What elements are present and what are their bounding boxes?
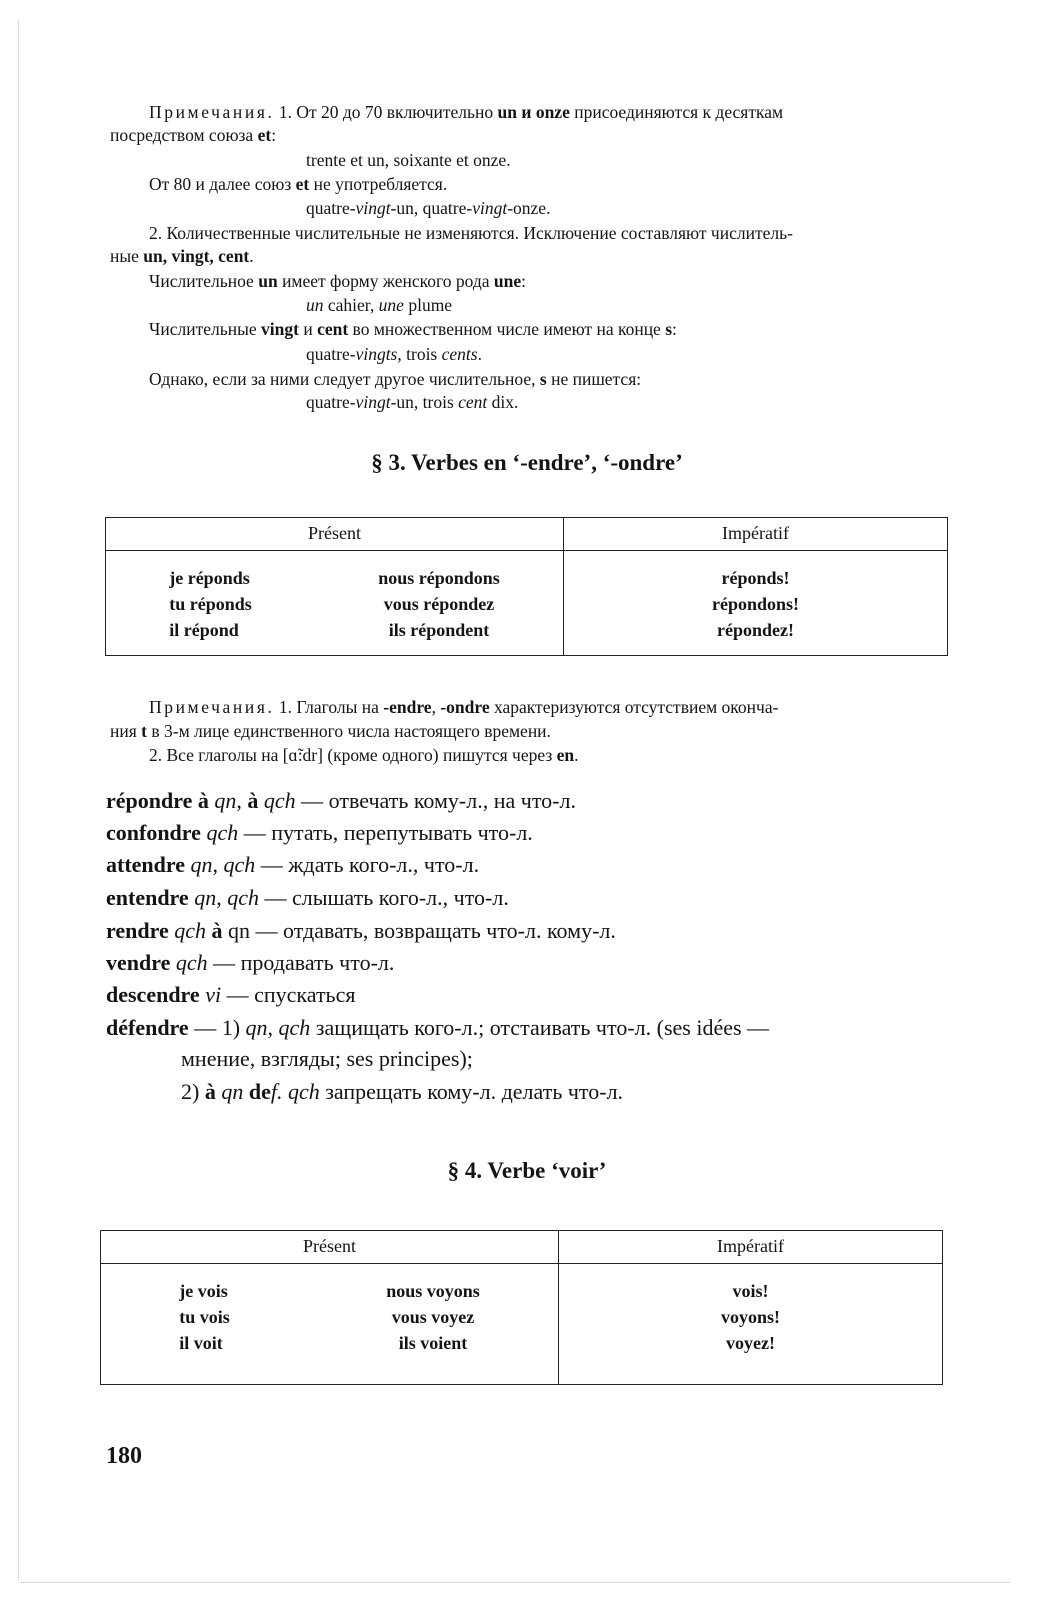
note-line: 2. Все глаголы на [ɑ̃:dr] (кроме одного) пишутся через en.: [149, 745, 579, 765]
imperatif-header: Impératif: [559, 1231, 943, 1264]
example-line: trente et un, soixante et onze.: [306, 150, 511, 170]
form-1sg: je vois: [179, 1281, 228, 1301]
note-line: Примечания. 1. От 20 до 70 включительно un и onze присоединяются к десяткам: [149, 102, 784, 122]
present-header: Présent: [106, 518, 564, 551]
form-1sg: je réponds: [169, 568, 250, 588]
present-header: Présent: [101, 1231, 559, 1264]
form-2sg: tu vois: [179, 1307, 230, 1327]
form-2pl: vous répondez: [383, 594, 495, 614]
plural-forms: [378, 565, 500, 643]
vocab-entry-repondre: répondre à qn, à qch — отвечать кому-л., на что-л.: [106, 788, 576, 813]
vocab-entry-attendre: attendre qn, qch — ждать кого-л., что-л.: [106, 852, 480, 877]
example-line: quatre-vingt-un, quatre-vingt-onze.: [306, 198, 551, 218]
example-line: quatre-vingt-un, trois cent dix.: [306, 392, 519, 412]
scan-edge-bottom: [20, 1582, 1010, 1583]
form-2pl: vous voyez: [391, 1307, 475, 1327]
present-forms-cell: [106, 551, 564, 656]
vocab-entry-rendre: rendre qch à qn — отдавать, возвращать что-л. кому-л.: [106, 918, 616, 943]
form-3sg: il répond: [169, 620, 239, 640]
page-number: 180: [106, 1443, 142, 1469]
note-line: Однако, если за ними следует другое числительное, s не пишется:: [149, 369, 642, 389]
section-4-heading: § 4. Verbe ‘voir’: [447, 1158, 607, 1183]
note-line: посредством союза et:: [110, 125, 277, 145]
form-1pl: nous voyons: [386, 1281, 480, 1301]
form-3pl: ils voient: [398, 1333, 468, 1353]
singular-forms: [169, 565, 252, 643]
vocab-entry-defendre-cont: мнение, взгляды; ses principes);: [181, 1046, 473, 1071]
form-1pl: nous répondons: [378, 568, 500, 588]
note-line: Числительное un имеет форму женского рода une:: [149, 271, 526, 291]
vocab-entry-vendre: vendre qch — продавать что-л.: [106, 950, 395, 975]
imperatif-header: Impératif: [564, 518, 948, 551]
vocab-entry-defendre: défendre — 1) qn, qch защищать кого-л.; отстаивать что-л. (ses idées —: [106, 1015, 770, 1040]
example-line: un cahier, une plume: [306, 295, 453, 315]
example-line: quatre-vingts, trois cents.: [306, 344, 482, 364]
imperative-2pl: répondez!: [717, 620, 794, 640]
imperative-forms-cell: [559, 1264, 943, 1385]
imperative-1pl: voyons!: [720, 1307, 780, 1327]
conjugation-table-repondre: [105, 517, 948, 656]
notes-heading: Примечания.: [149, 102, 275, 122]
vocab-entry-entendre: entendre qn, qch — слышать кого-л., что-л.: [106, 885, 509, 910]
plural-forms: [386, 1278, 480, 1356]
form-3sg: il voit: [179, 1333, 223, 1353]
imperative-1pl: répondons!: [711, 594, 800, 614]
note-line: ния t в 3-м лице единственного числа настоящего времени.: [110, 721, 551, 741]
scan-edge-left: [18, 20, 19, 1580]
note-line: ные un, vingt, cent.: [110, 246, 254, 266]
imperative-2pl: voyez!: [726, 1333, 775, 1353]
vocab-entry-confondre: confondre qch — путать, перепутывать что-л.: [106, 820, 533, 845]
note-line: 2. Количественные числительные не изменяются. Исключение составляют числитель-: [149, 223, 793, 243]
vocab-entry-defendre-sense-2: 2) à qn def. qch запрещать кому-л. делать что-л.: [181, 1079, 624, 1104]
form-2sg: tu réponds: [169, 594, 252, 614]
form-3pl: ils répondent: [388, 620, 490, 640]
note-line: Примечания. 1. Глаголы на -endre, -ondre характеризуются отсутствием оконча-: [149, 697, 779, 717]
conjugation-table-voir: [100, 1230, 943, 1385]
notes-heading: Примечания.: [149, 697, 275, 717]
singular-forms: [179, 1278, 230, 1356]
imperative-2sg: vois!: [732, 1281, 769, 1301]
imperative-forms-cell: [564, 551, 948, 656]
vocab-entry-descendre: descendre vi — спускаться: [106, 982, 356, 1007]
present-forms-cell: [101, 1264, 559, 1385]
note-line: Числительные vingt и cent во множественном числе имеют на конце s:: [149, 319, 677, 339]
note-line: От 80 и далее союз et не употребляется.: [149, 174, 448, 194]
section-3-heading: § 3. Verbes en ‘-endre’, ‘-ondre’: [371, 450, 683, 475]
imperative-2sg: réponds!: [721, 568, 790, 588]
